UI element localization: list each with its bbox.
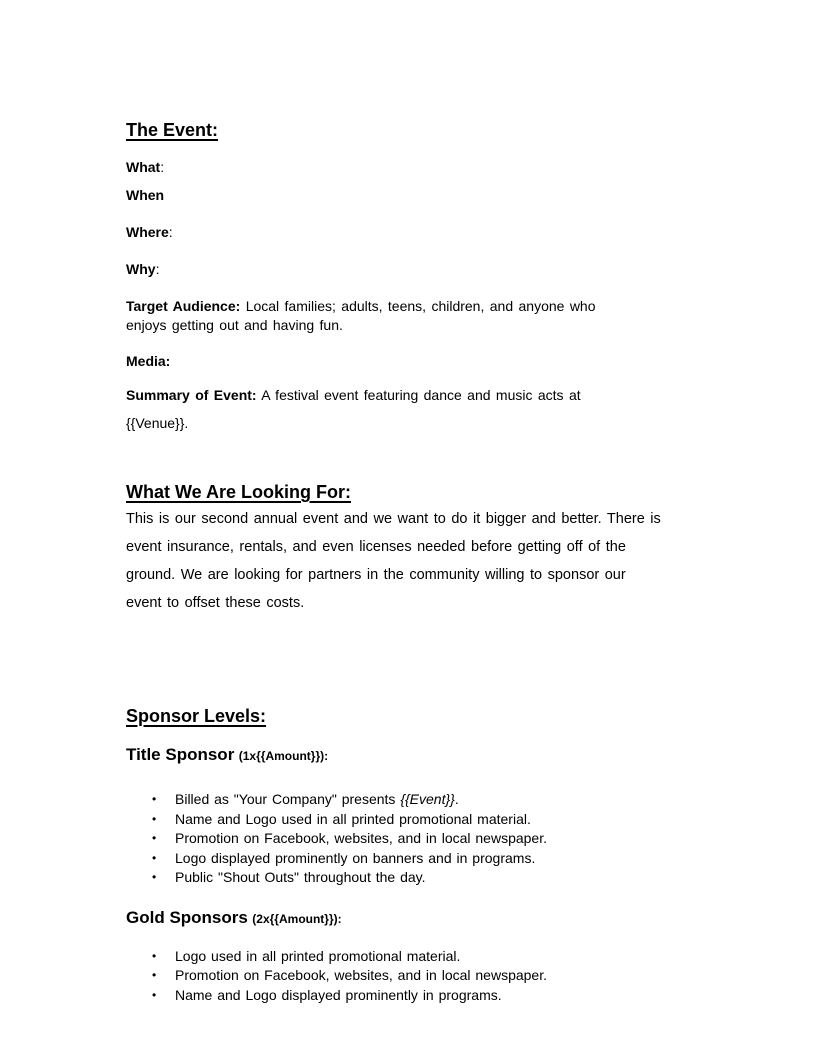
- target-audience-line2: enjoys getting out and having fun.: [126, 317, 343, 333]
- target-audience-text: Local families; adults, teens, children, and anyone who: [245, 298, 596, 314]
- bullet-item: [126, 947, 696, 967]
- bullet-item: [126, 849, 696, 869]
- field-when-label: When: [126, 187, 165, 203]
- field-where-label: Where: [126, 224, 169, 240]
- field-why-colon: :: [155, 261, 160, 277]
- bullet-marker: •: [152, 811, 157, 826]
- bullet-marker: •: [152, 987, 157, 1002]
- field-what-label: What: [126, 159, 161, 175]
- field-why: [126, 260, 696, 278]
- target-audience-paragraph: [126, 297, 696, 335]
- bullet-text: Promotion on Facebook, websites, and in local newspaper.: [175, 830, 547, 846]
- bullet-marker: •: [152, 948, 157, 963]
- bullet-text: Logo displayed prominently on banners and in programs.: [175, 849, 536, 866]
- field-what-colon: :: [160, 159, 165, 175]
- target-audience-label: Target Audience:: [126, 298, 241, 314]
- field-why-label: Why: [126, 261, 156, 277]
- looking-for-heading: What We Are Looking For:: [126, 482, 351, 502]
- summary-label: Summary of Event:: [126, 387, 257, 403]
- bullet-item: [126, 966, 696, 986]
- bullet-item: [126, 790, 696, 810]
- looking-for-line: This is our second annual event and we want to do it bigger and better. There is: [126, 511, 661, 527]
- bullet-marker: •: [152, 870, 157, 884]
- title-sponsor-name: Title Sponsor: [126, 745, 235, 764]
- event-heading: The Event:: [126, 120, 219, 140]
- bullet-item: [126, 810, 696, 830]
- document-content: [126, 119, 696, 1005]
- bullet-text: Name and Logo used in all printed promotional material.: [175, 810, 531, 827]
- bullet-text: Logo used in all printed promotional material.: [175, 947, 461, 964]
- bullet-item: [126, 868, 696, 888]
- sponsor-levels-heading: Sponsor Levels:: [126, 706, 267, 726]
- gold-sponsors-bullet-list: [126, 947, 696, 1006]
- gold-sponsors-name: Gold Sponsors: [126, 907, 248, 927]
- summary-line2: {{Venue}}.: [126, 415, 189, 431]
- bullet-marker: •: [152, 792, 157, 806]
- field-when: [126, 186, 696, 204]
- summary-text: A festival event featuring dance and music acts at: [261, 387, 581, 403]
- bullet-item: [126, 829, 696, 849]
- field-where: [126, 223, 696, 241]
- target-audience-line1: [126, 297, 696, 316]
- media-label: Media:: [126, 353, 171, 369]
- bullet-text: Billed as "Your Company" presents {{Event}}.: [175, 791, 459, 807]
- bullet-text: Promotion on Facebook, websites, and in local newspaper.: [175, 967, 547, 983]
- looking-for-paragraph: [126, 505, 696, 617]
- summary-line1: [126, 381, 696, 409]
- bullet-marker: •: [152, 831, 157, 845]
- looking-for-line: event to offset these costs.: [126, 595, 305, 611]
- bullet-marker: •: [152, 968, 157, 982]
- gold-sponsors-heading: [126, 908, 696, 929]
- looking-for-line: ground. We are looking for partners in the community willing to sponsor our: [126, 567, 626, 583]
- field-what: [126, 158, 696, 176]
- field-where-colon: :: [168, 224, 173, 240]
- looking-for-line: event insurance, rentals, and even licenses needed before getting off of the: [126, 539, 626, 555]
- bullet-item: [126, 986, 696, 1006]
- title-sponsor-qualifier: (1x{{Amount}}):: [238, 749, 329, 763]
- bullet-marker: •: [152, 850, 157, 865]
- bullet-text: Name and Logo displayed prominently in programs.: [175, 986, 502, 1003]
- gold-sponsors-qualifier: (2x{{Amount}}):: [252, 911, 342, 926]
- bullet-text: Public "Shout Outs" throughout the day.: [175, 869, 426, 885]
- summary-paragraph: [126, 381, 696, 437]
- title-sponsor-bullet-list: [126, 790, 696, 888]
- title-sponsor-heading: [126, 745, 696, 766]
